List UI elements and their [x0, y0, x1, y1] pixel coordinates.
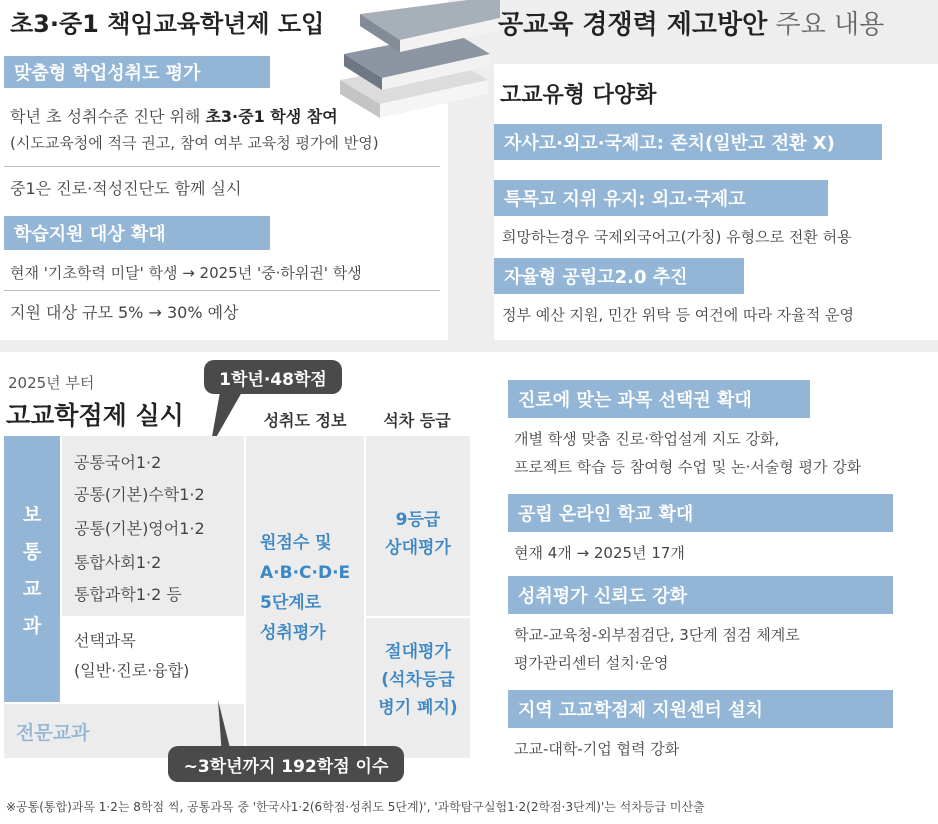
item-public-school-2-desc: 정부 예산 지원, 민간 위탁 등 여건에 따라 자율적 운영	[502, 306, 854, 324]
section-assessment-line3: 중1은 진로·적성진단도 함께 실시	[10, 179, 242, 198]
section-assessment-line1	[10, 104, 338, 127]
general-subjects-label	[4, 436, 60, 702]
rank-absolute-cell	[366, 618, 470, 758]
rank-absolute-text	[366, 638, 470, 722]
common-subjects-cell	[62, 436, 244, 616]
elective-label: 선택과목	[74, 631, 136, 650]
total-credits-badge: ~3학년까지 192학점 이수	[168, 746, 404, 782]
first-year-credits-badge: 1학년·48학점	[204, 360, 342, 394]
col-header-rank: 석차 등급	[383, 411, 451, 430]
item-special-schools: 특목고 지위 유지: 외고·국제고	[494, 180, 828, 216]
general-label-char: 과	[22, 615, 42, 637]
rank-relative-cell	[366, 436, 470, 616]
achievement-line: 5단계로	[260, 593, 322, 613]
list-item-support-center: 지역 고교학점제 지원센터 설치	[508, 690, 893, 728]
divider	[4, 166, 440, 167]
subject-item: 공통국어1·2	[74, 453, 162, 472]
elective-cell	[62, 618, 244, 702]
item-autonomous-schools: 자사고·외고·국제고: 존치(일반고 전환 X)	[494, 124, 882, 160]
list-item-course-choice: 진로에 맞는 과목 선택권 확대	[508, 380, 810, 418]
list-item-support-center-line: 고교-대학-기업 협력 강화	[514, 740, 680, 758]
achievement-line: 성취평가	[260, 623, 326, 643]
list-item-assessment-trust-line: 평가관리센터 설치·운영	[514, 654, 669, 672]
rank-line: 병기 폐지)	[378, 698, 458, 718]
special-subjects-label: 전문교과	[16, 722, 90, 744]
subject-item: 공통(기본)영어1·2	[74, 519, 205, 538]
footnote: ※공통(통합)과목 1·2는 8학점 씩, 공통과목 중 '한국사1·2(6학점·성취도 5단계)', '과학탐구실험1·2(2학점·3단계)'는 석차등급 미산출	[6, 800, 705, 814]
panel-right-title-light: 주요 내용	[767, 10, 885, 40]
achievement-text	[260, 528, 350, 648]
general-label-char: 교	[22, 578, 42, 600]
item-special-schools-desc: 희망하는경우 국제외국어고(가칭) 유형으로 전환 허용	[502, 228, 852, 246]
rank-relative-text	[366, 506, 470, 562]
achievement-line: A·B·C·D·E	[260, 563, 351, 583]
rank-line: 상대평가	[385, 538, 451, 558]
section-support-line1: 현재 '기초학력 미달' 학생 → 2025년 '중·하위권' 학생	[10, 264, 362, 282]
list-item-online-school-line: 현재 4개 → 2025년 17개	[514, 544, 685, 562]
list-item-assessment-trust-line: 학교-교육청-외부점검단, 3단계 점검 체계로	[514, 626, 800, 644]
assessment-line1-text: 학년 초 성취수준 진단 위해	[10, 107, 206, 126]
books-illustration	[330, 0, 500, 130]
subject-item: 통합사회1·2	[74, 553, 162, 572]
achievement-line: 원점수 및	[260, 533, 332, 553]
general-label-char: 통	[22, 541, 42, 563]
achievement-cell	[246, 436, 364, 758]
list-item-course-choice-line: 프로젝트 학습 등 참여형 수업 및 논·서술형 평가 강화	[514, 458, 862, 476]
policy-panel-right	[494, 64, 938, 340]
list-item-assessment-trust: 성취평가 신뢰도 강화	[508, 576, 893, 614]
panel-right-title-bold: 공교육 경쟁력 제고방안	[498, 10, 768, 40]
rank-line: 절대평가	[385, 642, 451, 662]
section-support-line2: 지원 대상 규모 5% → 30% 예상	[10, 303, 239, 322]
subject-item: 공통(기본)수학1·2	[74, 485, 205, 504]
credit-year-label: 2025년 부터	[8, 374, 95, 392]
subject-item: 통합과학1·2 등	[74, 585, 182, 604]
assessment-line1-bold: 초3·중1 학생 참여	[205, 107, 338, 126]
credit-table	[4, 436, 470, 758]
list-item-online-school: 공립 온라인 학교 확대	[508, 494, 893, 532]
section-support-title: 학습지원 대상 확대	[4, 216, 270, 250]
rank-line: (석차등급	[381, 670, 455, 690]
elective-label-sub: (일반·진로·융합)	[74, 661, 190, 680]
high-school-diversity-title: 고교유형 다양화	[500, 83, 657, 108]
section-assessment-title: 맞춤형 학업성취도 평가	[4, 56, 270, 88]
section-assessment-line2: (시도교육청에 적극 권고, 참여 여부 교육청 평가에 반영)	[10, 134, 379, 152]
credit-system-title: 고교학점제 실시	[6, 401, 184, 430]
general-label-char: 보	[22, 504, 42, 526]
panel-left-title: 초3·중1 책임교육학년제 도입	[10, 10, 325, 38]
panel-right-title	[498, 4, 884, 41]
list-item-course-choice-line: 개별 학생 맞춤 진로·학업설계 지도 강화,	[514, 430, 780, 448]
divider	[4, 290, 440, 291]
rank-line: 9등급	[395, 510, 441, 530]
col-header-achievement: 성취도 정보	[263, 411, 347, 430]
item-public-school-2: 자율형 공립고2.0 추진	[494, 258, 744, 294]
